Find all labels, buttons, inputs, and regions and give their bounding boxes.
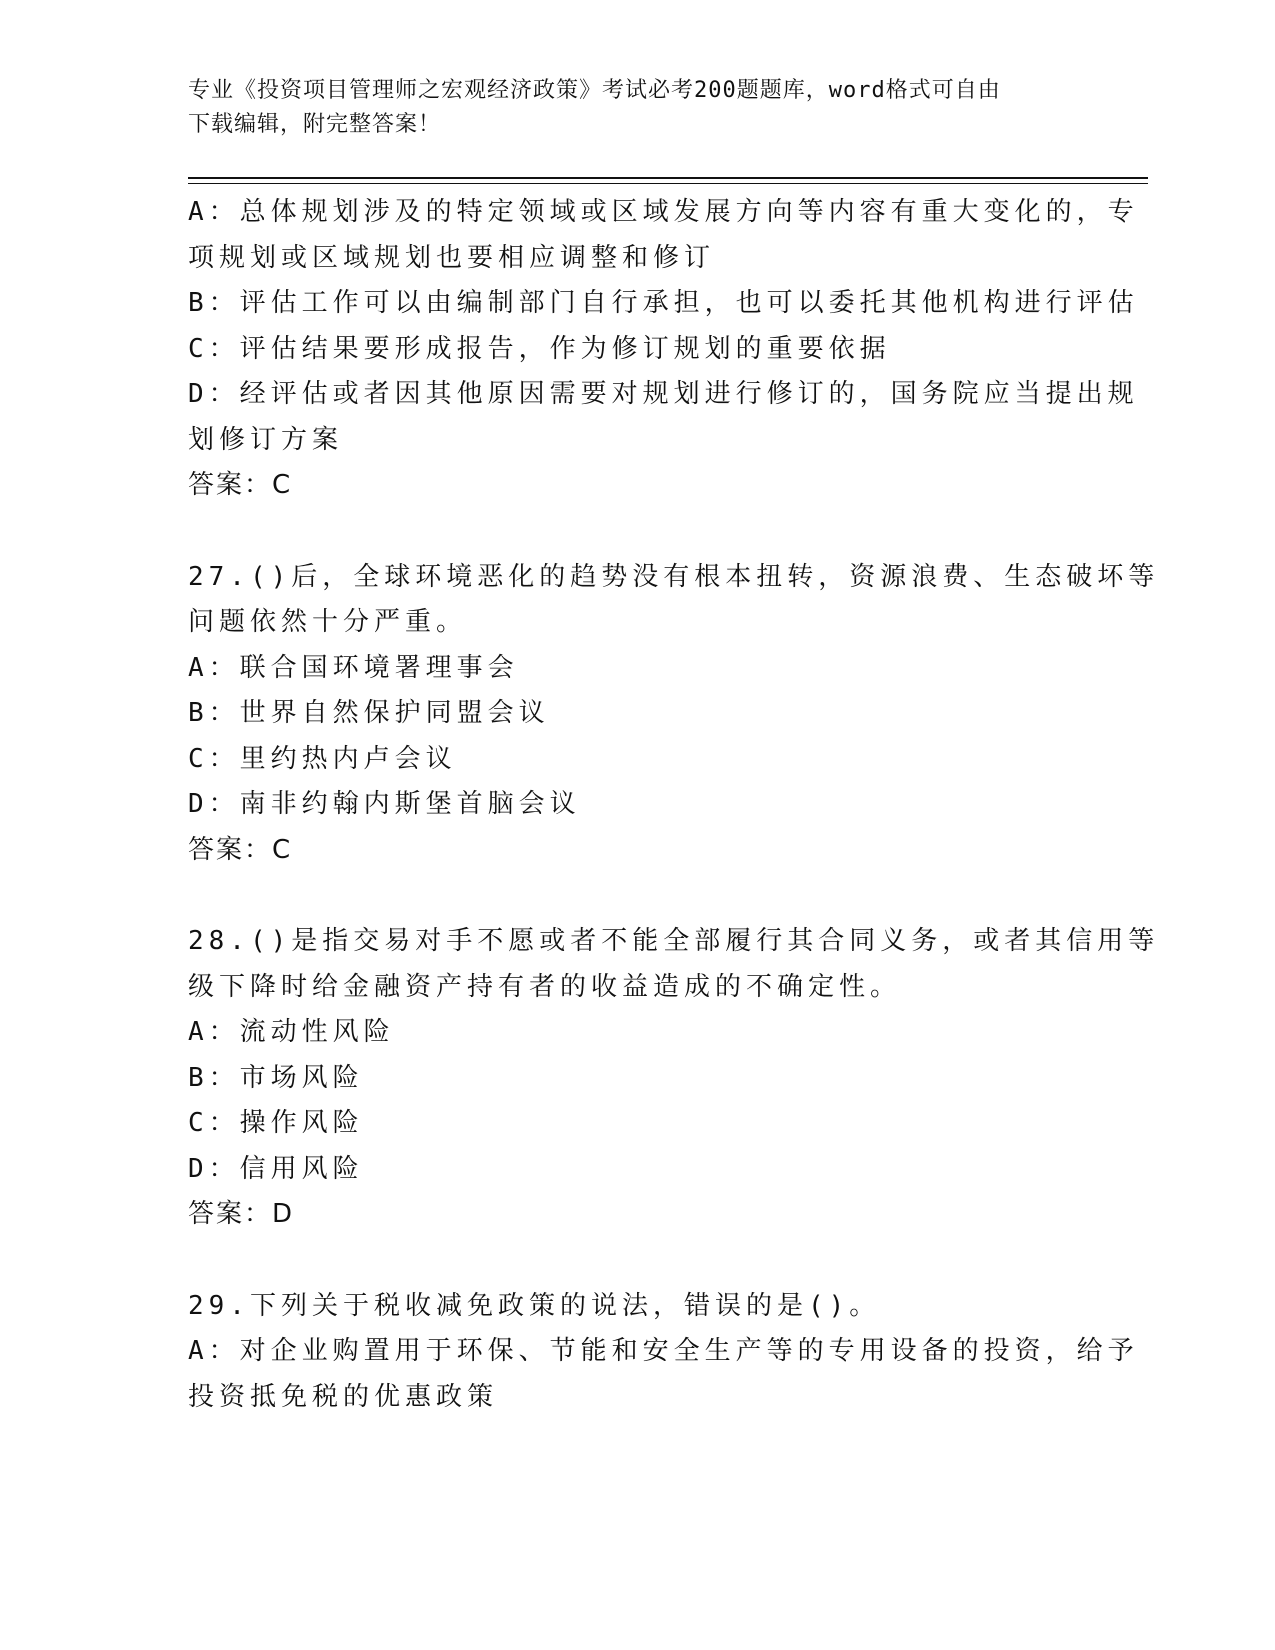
question-26-tail: [188, 190, 1139, 509]
header-line-1: 专业《投资项目管理师之宏观经济政策》考试必考200题题库，word格式可自由: [188, 78, 1001, 103]
option-a-line-2: 投资抵免税的优惠政策: [188, 1381, 499, 1412]
option-a-line-1: A：总体规划涉及的特定领域或区域发展方向等内容有重大变化的，专: [188, 197, 1139, 227]
option-d-line-1: D：经评估或者因其他原因需要对规划进行修订的，国务院应当提出规: [188, 379, 1139, 409]
question-stem-line-2: 问题依然十分严重。: [188, 607, 468, 637]
option-c: C：里约热内卢会议: [188, 743, 457, 774]
question-28: [188, 919, 1160, 1238]
option-a: A：流动性风险: [188, 1017, 395, 1047]
question-29: [188, 1284, 1139, 1421]
option-d: D：信用风险: [188, 1153, 364, 1184]
option-c: C：评估结果要形成报告，作为修订规划的重要依据: [188, 333, 891, 364]
question-stem-line-2: 级下降时给金融资产持有者的收益造成的不确定性。: [188, 971, 902, 1002]
option-a-line-1: A：对企业购置用于环保、节能和安全生产等的专用设备的投资，给予: [188, 1336, 1139, 1366]
option-b: B：市场风险: [188, 1062, 364, 1093]
option-d: D：南非约翰内斯堡首脑会议: [188, 789, 581, 819]
option-c: C：操作风险: [188, 1108, 364, 1138]
question-stem: 29.下列关于税收减免政策的说法，错误的是()。: [188, 1290, 881, 1321]
answer: 答案：D: [188, 1199, 295, 1229]
option-d-line-2: 划修订方案: [188, 424, 344, 455]
header-divider-thin: [188, 183, 1148, 184]
header-divider-thick: [188, 177, 1148, 179]
answer: 答案：C: [188, 834, 293, 865]
question-stem-line-1: 27.()后，全球环境恶化的趋势没有根本扭转，资源浪费、生态破坏等: [188, 561, 1160, 592]
option-b: B：评估工作可以由编制部门自行承担，也可以委托其他机构进行评估: [188, 288, 1139, 318]
document-header: [188, 74, 1088, 142]
option-a: A：联合国环境署理事会: [188, 652, 519, 683]
question-stem-line-1: 28.()是指交易对手不愿或者不能全部履行其合同义务，或者其信用等: [188, 926, 1160, 956]
header-line-2: 下载编辑，附完整答案！: [188, 112, 442, 137]
question-27: [188, 555, 1160, 874]
option-a-line-2: 项规划或区域规划也要相应调整和修订: [188, 242, 716, 273]
document-body: [188, 190, 1160, 1420]
answer: 答案：C: [188, 470, 293, 500]
option-b: B：世界自然保护同盟会议: [188, 698, 550, 728]
